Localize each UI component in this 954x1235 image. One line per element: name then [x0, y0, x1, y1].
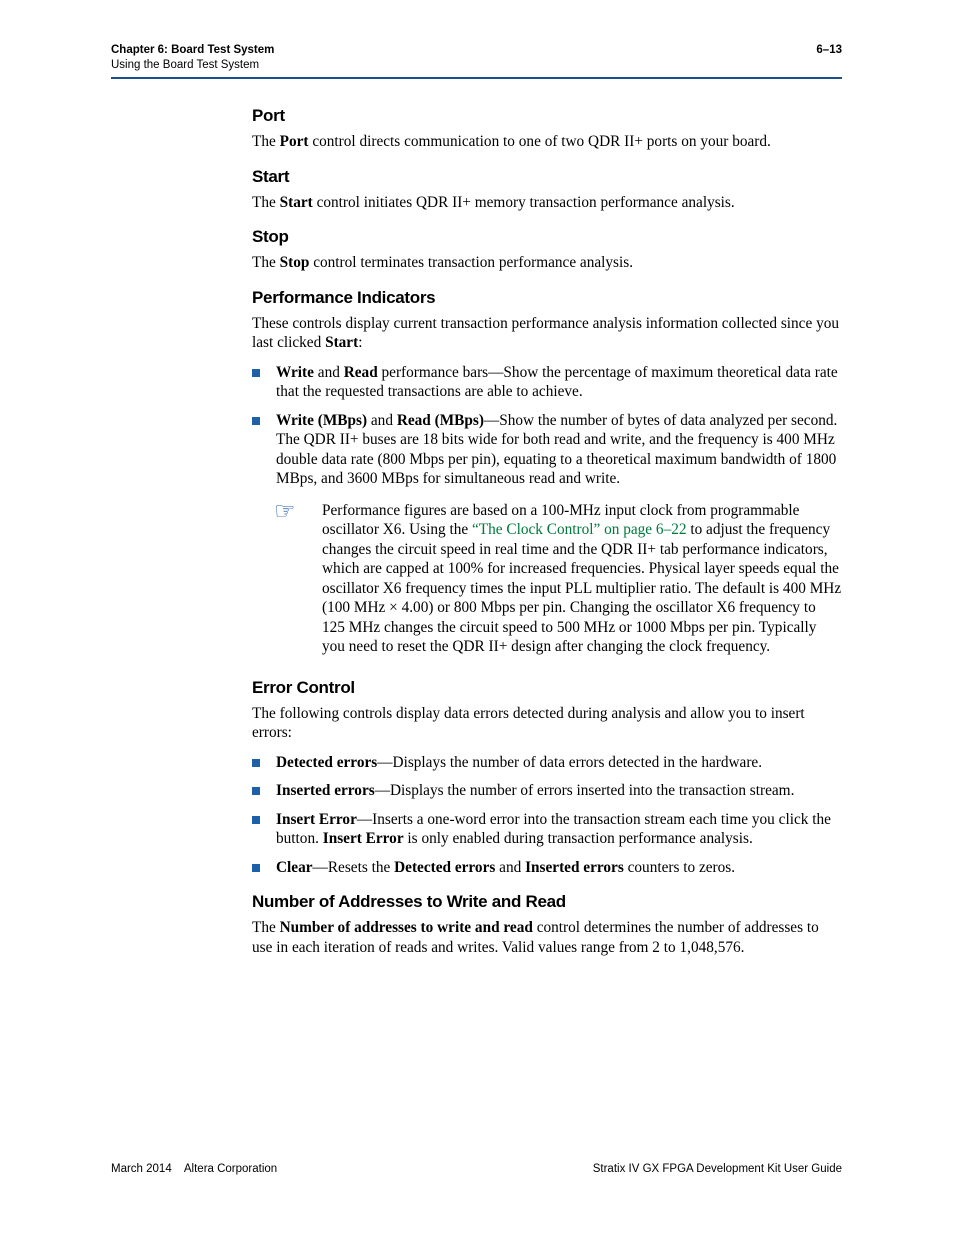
list-item: Clear—Resets the Detected errors and Inserted errors counters to zeros.: [252, 858, 842, 878]
section-error-control: [252, 677, 842, 878]
paragraph-performance: These controls display current transaction performance analysis information collected since you last clicked Start:: [252, 314, 840, 351]
heading-performance-indicators: Performance Indicators: [252, 287, 436, 307]
list-item: Detected errors—Displays the number of data errors detected in the hardware.: [252, 753, 842, 773]
header-rule: [111, 77, 842, 79]
paragraph-stop: The Stop control terminates transaction performance analysis.: [252, 254, 634, 271]
list-item: Write (MBps) and Read (MBps)—Show the number of bytes of data analyzed per second. The QDR II+ buses are 18 bits wide for both read and write, and the frequency is 400 MHz double data rate (800 Mbps per pin), equating to a theoretical maximum bandwidth of 1800 MBps, and 3600 MBps for simultaneous read and write.: [252, 411, 842, 489]
section-subtitle: Using the Board Test System: [111, 59, 260, 71]
section-start: [252, 166, 842, 213]
error-list: [252, 753, 842, 878]
note-box: [252, 498, 842, 657]
performance-list: [252, 363, 842, 489]
chapter-title: Chapter 6: Board Test System: [111, 44, 275, 56]
pointing-hand-icon: ☞: [274, 498, 296, 525]
section-stop: [252, 226, 842, 273]
heading-stop: Stop: [252, 227, 289, 246]
clock-control-link[interactable]: “The Clock Control” on page 6–22: [471, 521, 687, 538]
bullet-icon: [252, 816, 260, 824]
section-number-of-addresses: [252, 891, 842, 957]
bullet-icon: [252, 787, 260, 795]
page-footer: [111, 1162, 842, 1177]
paragraph-error-intro: The following controls display data errors detected during analysis and allow you to insert errors:: [252, 704, 805, 741]
footer-doc-title: Stratix IV GX FPGA Development Kit User Guide: [592, 1163, 842, 1175]
bullet-icon: [252, 417, 260, 425]
list-item: Insert Error—Inserts a one-word error into the transaction stream each time you click the button. Insert Error is only enabled during transaction performance analysis.: [252, 810, 842, 849]
heading-error-control: Error Control: [252, 677, 355, 697]
paragraph-addresses: The Number of addresses to write and read control determines the number of addresses to use in each iteration of reads and writes. Valid values range from 2 to 1,048,576.: [252, 919, 819, 956]
bullet-icon: [252, 369, 260, 377]
page-header: [111, 43, 842, 73]
note-text: Performance figures are based on a 100-MHz input clock from programmable oscillator X6. Using the “The Clock Control” on page 6–22 to adjust the frequency changes the circuit speed in real time and the QDR II+ tab performance indicators, which are capped at 100% for increased frequencies. Physical layer speeds equal the oscillator X6 frequency times the input PLL multiplier ratio. The default is 400 MHz (100 MHz × 4.00) or 800 Mbps per pin. Changing the oscillator X6 frequency to 125 MHz changes the circuit speed to 500 MHz or 1000 Mbps per pin. Typically you need to reset the QDR II+ design after changing the clock frequency.: [322, 501, 842, 655]
page-content: [252, 105, 842, 971]
bullet-icon: [252, 759, 260, 767]
section-port: [252, 105, 842, 152]
heading-port: Port: [252, 106, 285, 125]
heading-start: Start: [252, 166, 290, 186]
section-performance-indicators: [252, 287, 842, 657]
heading-number-of-addresses: Number of Addresses to Write and Read: [252, 892, 566, 911]
footer-date-company: March 2014 Altera Corporation: [111, 1163, 278, 1175]
paragraph-start: The Start control initiates QDR II+ memory transaction performance analysis.: [252, 193, 735, 211]
bullet-icon: [252, 864, 260, 872]
list-item: Inserted errors—Displays the number of errors inserted into the transaction stream.: [252, 781, 842, 801]
paragraph-port: The Port control directs communication to one of two QDR II+ ports on your board.: [252, 133, 771, 150]
page-number: 6–13: [816, 44, 842, 56]
list-item: Write and Read performance bars—Show the percentage of maximum theoretical data rate that the requested transactions are able to achieve.: [252, 363, 842, 402]
